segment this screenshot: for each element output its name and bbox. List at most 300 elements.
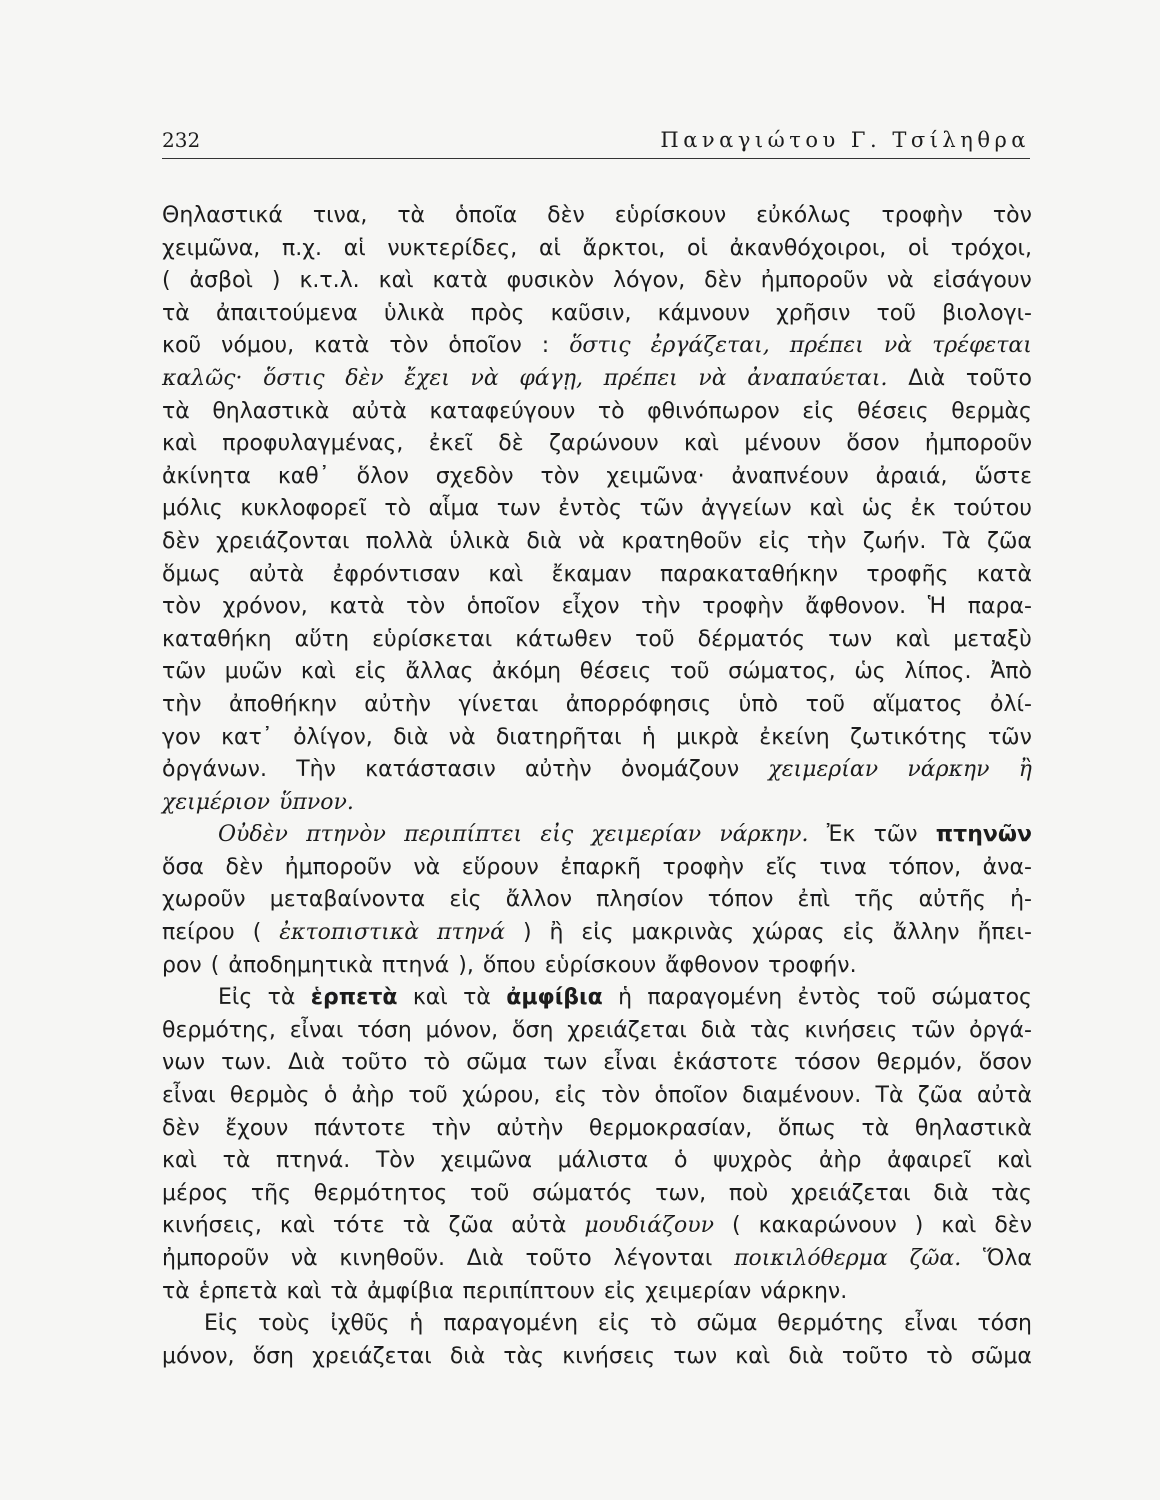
word: μένουν [744, 431, 821, 457]
word: νὰ [578, 528, 605, 554]
word: τόση [977, 1311, 1032, 1337]
word: σῶμα [971, 1343, 1032, 1369]
word: ζῶα [917, 1083, 963, 1109]
word: ὀργά- [969, 1017, 1032, 1043]
word: διὰ [788, 1343, 824, 1369]
word: τὸ [926, 1343, 953, 1369]
word: ποὺ [728, 1180, 769, 1206]
page-number: 232 [162, 128, 201, 152]
word: μάλιστα [557, 1148, 649, 1174]
word: των [496, 496, 541, 522]
word: των, [655, 1180, 707, 1206]
word: τοὺς [258, 1311, 311, 1337]
word: τὸ [597, 398, 625, 424]
word: χειμερίαν [591, 822, 702, 848]
word: μακρινὰς [631, 920, 735, 946]
word: ἠμποροῦν [924, 431, 1032, 457]
word: διὰ [393, 724, 429, 750]
word: Ἀπὸ [990, 659, 1032, 685]
word: ἀφαιρεῖ [887, 1148, 972, 1174]
word: εἰς [449, 887, 482, 913]
word: τροφῆς [866, 561, 949, 587]
word: αὐτὴν [496, 1115, 564, 1141]
word: ) [522, 920, 532, 946]
word: τὴν [431, 1115, 471, 1141]
word: ἡ [618, 985, 633, 1011]
word: τοῦ [805, 691, 845, 717]
word: ὥστε [974, 463, 1032, 489]
word: νάρκην. [719, 822, 809, 848]
word: χειμῶνα [440, 1148, 532, 1174]
word: ἔχουν [225, 1115, 289, 1141]
word: ὀργάνων. [162, 757, 267, 783]
word: καὶ [735, 1343, 771, 1369]
word: θέσεις [579, 659, 652, 685]
word: εἰσάγουν [932, 268, 1032, 294]
word: διὰ [526, 528, 562, 554]
word: ἀσβοὶ [189, 268, 253, 294]
word: λίπος. [904, 659, 972, 685]
word: εἶχον [561, 594, 620, 620]
text-line [162, 1243, 1032, 1276]
word: φάγῃ, [519, 365, 583, 391]
word: ζῶα. [909, 1246, 962, 1271]
word: κρατηθοῦν [621, 528, 742, 554]
word: τόπον [707, 887, 774, 913]
word: ( [732, 1213, 741, 1239]
text-line [162, 265, 1032, 298]
word: αἵματος [872, 691, 963, 717]
word: μυῶν [224, 659, 283, 685]
text-line [162, 982, 1032, 1015]
text-line [162, 787, 1032, 820]
word: αὐτὰ [351, 398, 407, 424]
word: πρὸς [470, 300, 525, 326]
word: τόσον [794, 1050, 861, 1076]
word: σῶμα [696, 1311, 758, 1337]
word: θηλαστικὰ [212, 398, 330, 424]
word: κατὰ [314, 333, 370, 359]
text-line [162, 330, 1032, 363]
word: τοῦ [670, 659, 710, 685]
word: τὸ [649, 1311, 677, 1337]
word: καὶ [286, 1278, 322, 1304]
word: κινήσεις [562, 1343, 656, 1369]
word: καῦσιν, [550, 300, 632, 326]
word: μόνον, [425, 1017, 499, 1043]
word: τῶν [639, 496, 684, 522]
word: των [543, 1050, 588, 1076]
word: τὰ [162, 300, 190, 326]
word: Τὰ [875, 1083, 904, 1109]
text-line [162, 722, 1032, 755]
word: ἀκανθόχοιροι, [729, 235, 887, 261]
word: λέγονται [613, 1246, 713, 1271]
text-line [162, 233, 1032, 266]
word: ζαρώνουν [549, 431, 659, 457]
word: διὰ [449, 1343, 486, 1369]
word: κατὰ [432, 268, 488, 294]
word: νόμου, [221, 333, 295, 359]
word: ὑπὸ [738, 691, 779, 717]
text-line [162, 950, 1032, 983]
word: καταθήκη [162, 626, 272, 652]
word: μέρος [162, 1180, 229, 1206]
word: εἰς [597, 1311, 631, 1337]
word: τὴν [162, 691, 202, 717]
word: γον [162, 724, 201, 750]
word: ὕπνον. [279, 789, 354, 815]
word: κοῦ [162, 333, 202, 359]
word: χειμῶνα, [162, 235, 261, 261]
word: ἄλλον [505, 887, 573, 913]
text-line [162, 200, 1032, 233]
word: ἀὴρ [351, 1083, 395, 1109]
text-line [162, 1308, 1032, 1341]
word: τούτου [953, 496, 1032, 522]
word: Διὰ [908, 365, 946, 391]
word: κατὰ [976, 561, 1032, 587]
word: τὸν [406, 594, 446, 620]
word: καὶ [378, 268, 414, 294]
word: μόνον, [162, 1343, 235, 1369]
word: ὅμως [162, 561, 221, 587]
word: ἔχει [404, 365, 450, 391]
word: ἐκεῖ [428, 431, 473, 457]
word: δέρματός [697, 626, 806, 652]
word: τὰς [750, 1017, 791, 1043]
word: τὰ [162, 1278, 190, 1304]
word: χειμερίαν [768, 757, 879, 783]
word: ἐκτοπιστικὰ [279, 920, 420, 946]
word: ἀραιά, [875, 463, 948, 489]
word: ὡς [861, 496, 894, 522]
word: αὐτῆς [918, 887, 986, 913]
word: πρέπει [789, 333, 864, 359]
word: ὀνομάζουν [621, 757, 740, 783]
word: τότε [332, 1213, 385, 1239]
word: νὰ [886, 268, 914, 294]
word: εἰς [603, 1278, 637, 1304]
word: σώματος [931, 985, 1032, 1011]
word: περιπίπτει [404, 822, 523, 848]
word: θερμότητος [313, 1180, 448, 1206]
word: τὰ [162, 398, 190, 424]
word: κακαρώνουν [758, 1213, 897, 1239]
word: ἔκαμαν [551, 561, 632, 587]
word: ἐκείνη [759, 724, 830, 750]
word: ἢ [549, 920, 564, 946]
word: τοῦ [469, 1180, 510, 1206]
word: πολλὰ [365, 528, 434, 554]
word: αὐτὰ [976, 1083, 1032, 1109]
word: ἐπὶ [797, 887, 831, 913]
word: ζωήν. [862, 528, 927, 554]
word: σῶμα [466, 1050, 528, 1076]
word: χρειάζεται [312, 1343, 432, 1369]
word: πάντοτε [313, 1115, 406, 1141]
word: νὰ [883, 333, 913, 359]
word: δὲν [162, 1115, 200, 1141]
word: ὅπου [482, 952, 536, 978]
word: αἷμα [428, 496, 480, 522]
word: ἄφθονον [665, 952, 760, 978]
word: ἀμφίβια [367, 1278, 454, 1304]
word: ἑρπετὰ [310, 985, 398, 1011]
word: ὅσον [978, 1050, 1032, 1076]
word: κάμνουν [657, 300, 750, 326]
text-line [162, 396, 1032, 429]
word: τῶν [162, 659, 206, 685]
word: Ὅλα [983, 1246, 1032, 1271]
word: εἰς [802, 398, 835, 424]
word: κατ᾽ [221, 724, 273, 750]
word: νὰ [698, 365, 727, 391]
word: πείρου [162, 920, 235, 946]
word: ἀπαιτούμενα [215, 300, 358, 326]
word: τὰ [861, 1115, 890, 1141]
word: ὁποῖον [448, 333, 522, 359]
word: τὴν [641, 594, 681, 620]
text-line [162, 298, 1032, 331]
text-line [162, 428, 1032, 461]
word: αὕτη [294, 626, 350, 652]
word: θερμοκρασίαν, [588, 1115, 753, 1141]
word: χειμέριον [162, 789, 271, 815]
text-line [162, 363, 1032, 396]
word: σώματός [532, 1180, 633, 1206]
word: Θηλαστικά [162, 203, 283, 228]
word: ὁποῖον [654, 1083, 728, 1109]
text-line [162, 1047, 1032, 1080]
word: Εἰς [204, 1311, 239, 1337]
word: Εἰς [218, 985, 253, 1011]
word: ὅση [252, 1343, 294, 1369]
text-line [162, 884, 1032, 917]
body-text [162, 200, 1032, 1373]
word: ὁποῖον [466, 594, 541, 620]
word: εἶναι [289, 1017, 344, 1043]
word: καὶ [895, 626, 931, 652]
word: καὶ [412, 985, 448, 1011]
word: τὰς [503, 1343, 545, 1369]
word: καθ᾽ [277, 463, 330, 489]
word: εὕρουν [461, 854, 539, 880]
word: αἱ [343, 235, 366, 261]
word: Ἡ [927, 594, 947, 620]
word: ἀνα- [982, 854, 1032, 880]
word: ὅλον [356, 463, 409, 489]
word: Οὐδὲν [218, 822, 288, 848]
word: τῶν [987, 724, 1032, 750]
word: φυσικὸν [506, 268, 595, 294]
word: εἶναι [162, 1083, 216, 1109]
text-line [162, 1178, 1032, 1211]
text-line [162, 624, 1032, 657]
word: λόγον, [612, 268, 686, 294]
word: εἰς [540, 822, 574, 848]
word: π.χ. [282, 235, 322, 261]
word: τὰ [402, 1213, 431, 1239]
text-line [162, 819, 1032, 852]
word: ἐφρόντισαν [332, 561, 460, 587]
word: δὲν [994, 1213, 1032, 1239]
word: πρέπει [603, 365, 678, 391]
word: πτηνά [437, 920, 506, 946]
word: θερμόν, [876, 1050, 963, 1076]
word: τοῦτο [841, 1343, 909, 1369]
word: ἤπει- [977, 920, 1032, 946]
word: χώρου, [462, 1083, 541, 1109]
word: τὸν [162, 594, 201, 620]
word: ὀλίγον, [293, 724, 373, 750]
word: ἐκ [910, 496, 936, 522]
word: ) [914, 1213, 924, 1239]
word: ὅστις [263, 365, 325, 391]
word: τόπον, [888, 854, 962, 880]
word: τοῦτο [341, 1050, 408, 1076]
word: εἶναι [603, 1050, 657, 1076]
word: ρον [162, 952, 202, 978]
word: ἐπαρκῆ [560, 854, 641, 880]
word: τῶν [911, 1017, 956, 1043]
word: χρειάζεται [567, 1017, 687, 1043]
word: τὰς [991, 1180, 1032, 1206]
word: ὁποῖα [455, 203, 518, 228]
word: αὐτὴν [525, 757, 592, 783]
word: σώματος, [728, 659, 836, 685]
text-line [162, 852, 1032, 885]
word: οἱ [908, 235, 929, 261]
word: κ.τ.λ. [299, 268, 360, 294]
word: καὶ [941, 1213, 977, 1239]
word: δὲν [547, 203, 585, 228]
word: πτηνὸν [306, 822, 386, 848]
word: Τὰ [942, 528, 971, 554]
word: νὰ [448, 724, 476, 750]
word: τὸ [384, 496, 412, 522]
word: πλησίον [596, 887, 684, 913]
word: ἀμφίβια [506, 985, 603, 1011]
word: ἐργάζεται, [650, 333, 770, 359]
word: των [828, 626, 873, 652]
word: παραγομένη [443, 1311, 579, 1337]
word: : [541, 333, 550, 359]
word: νάρκην. [760, 1278, 848, 1304]
word: μόλις [162, 496, 223, 522]
word: ἡ [641, 724, 656, 750]
word: πτηνῶν [935, 822, 1032, 848]
word: τινα [819, 854, 867, 880]
word: φθινόπωρον [647, 398, 780, 424]
word: θερμότης [777, 1311, 885, 1337]
word: τοῦ [876, 300, 916, 326]
word: θηλαστικὰ [914, 1115, 1032, 1141]
word: ἀναπαύεται. [747, 365, 888, 391]
word: καὶ [162, 431, 197, 457]
word: θερμὰς [951, 398, 1032, 424]
word: τῆς [854, 887, 895, 913]
word: δὲν [162, 528, 200, 554]
word: ( [162, 268, 171, 294]
word: ψυχρὸς [713, 1148, 794, 1174]
word: ἀγγείων [701, 496, 792, 522]
word: θερμὸς [229, 1083, 310, 1109]
word: τοῦτο [965, 365, 1032, 391]
word: ἠ- [1010, 887, 1032, 913]
word: εἶναι [903, 1311, 958, 1337]
word: εὑρίσκουν [614, 203, 727, 228]
word: χώρας [752, 920, 825, 946]
word: κινήσεις, [162, 1213, 262, 1239]
word: διὰ [933, 1180, 969, 1206]
word: τοῦ [876, 985, 917, 1011]
word: ἠμποροῦν [162, 1246, 270, 1271]
word: καὶ [162, 1148, 197, 1174]
word: νάρκην [907, 757, 990, 783]
text-line [162, 656, 1032, 689]
word: χρειάζεται [790, 1180, 911, 1206]
word: σχεδὸν [435, 463, 514, 489]
word: ὑλικὰ [383, 300, 445, 326]
text-line [162, 526, 1032, 559]
word: τὸν [992, 203, 1032, 228]
word: ἀκόμη [492, 659, 562, 685]
text-line [162, 754, 1032, 787]
word: περιπίπτουν [462, 1278, 595, 1304]
word: προφυλαγμένας, [222, 431, 404, 457]
word: αὐτὰ [249, 561, 305, 587]
word: τοῦ [408, 1083, 448, 1109]
word: καὶ [997, 1148, 1032, 1174]
text-line [162, 461, 1032, 494]
word: τοῦτο [525, 1246, 592, 1271]
word: τροφὴν [662, 854, 744, 880]
text-line [162, 1276, 1032, 1309]
word: καὶ [809, 496, 845, 522]
word: ὁ [673, 1148, 688, 1174]
word: ἄφθονον. [805, 594, 907, 620]
word: των. [221, 1050, 273, 1076]
word: ἀὴρ [819, 1148, 862, 1174]
word: ζωτικότης [850, 724, 968, 750]
text-line [162, 1113, 1032, 1146]
word: διὰ [700, 1017, 737, 1043]
word: καὶ [488, 561, 524, 587]
word: τὰ [222, 1148, 251, 1174]
word: διαμένουν. [742, 1083, 862, 1109]
word: ἑρπετὰ [198, 1278, 278, 1304]
word: μεταβαίνοντα [269, 887, 426, 913]
word: Διὰ [288, 1050, 326, 1076]
word: ὅστις [569, 333, 631, 359]
word: ἰχθῦς [330, 1311, 390, 1337]
word: κινηθοῦν. [339, 1246, 445, 1271]
word: τὸν [540, 463, 580, 489]
word: Τὴν [296, 757, 336, 783]
word: καὶ [279, 1213, 315, 1239]
word: τὰ [330, 1278, 359, 1304]
word: ἠμποροῦν [284, 854, 392, 880]
word: εἰς [554, 1083, 587, 1109]
word: ( [252, 920, 262, 946]
word: κατάστασιν [365, 757, 496, 783]
word: ἠμποροῦν [760, 268, 868, 294]
word: ἡ [409, 1311, 424, 1337]
word: ( [210, 952, 220, 978]
word: ἀπορρόφησις [565, 691, 712, 717]
word: ὅση [512, 1017, 554, 1043]
